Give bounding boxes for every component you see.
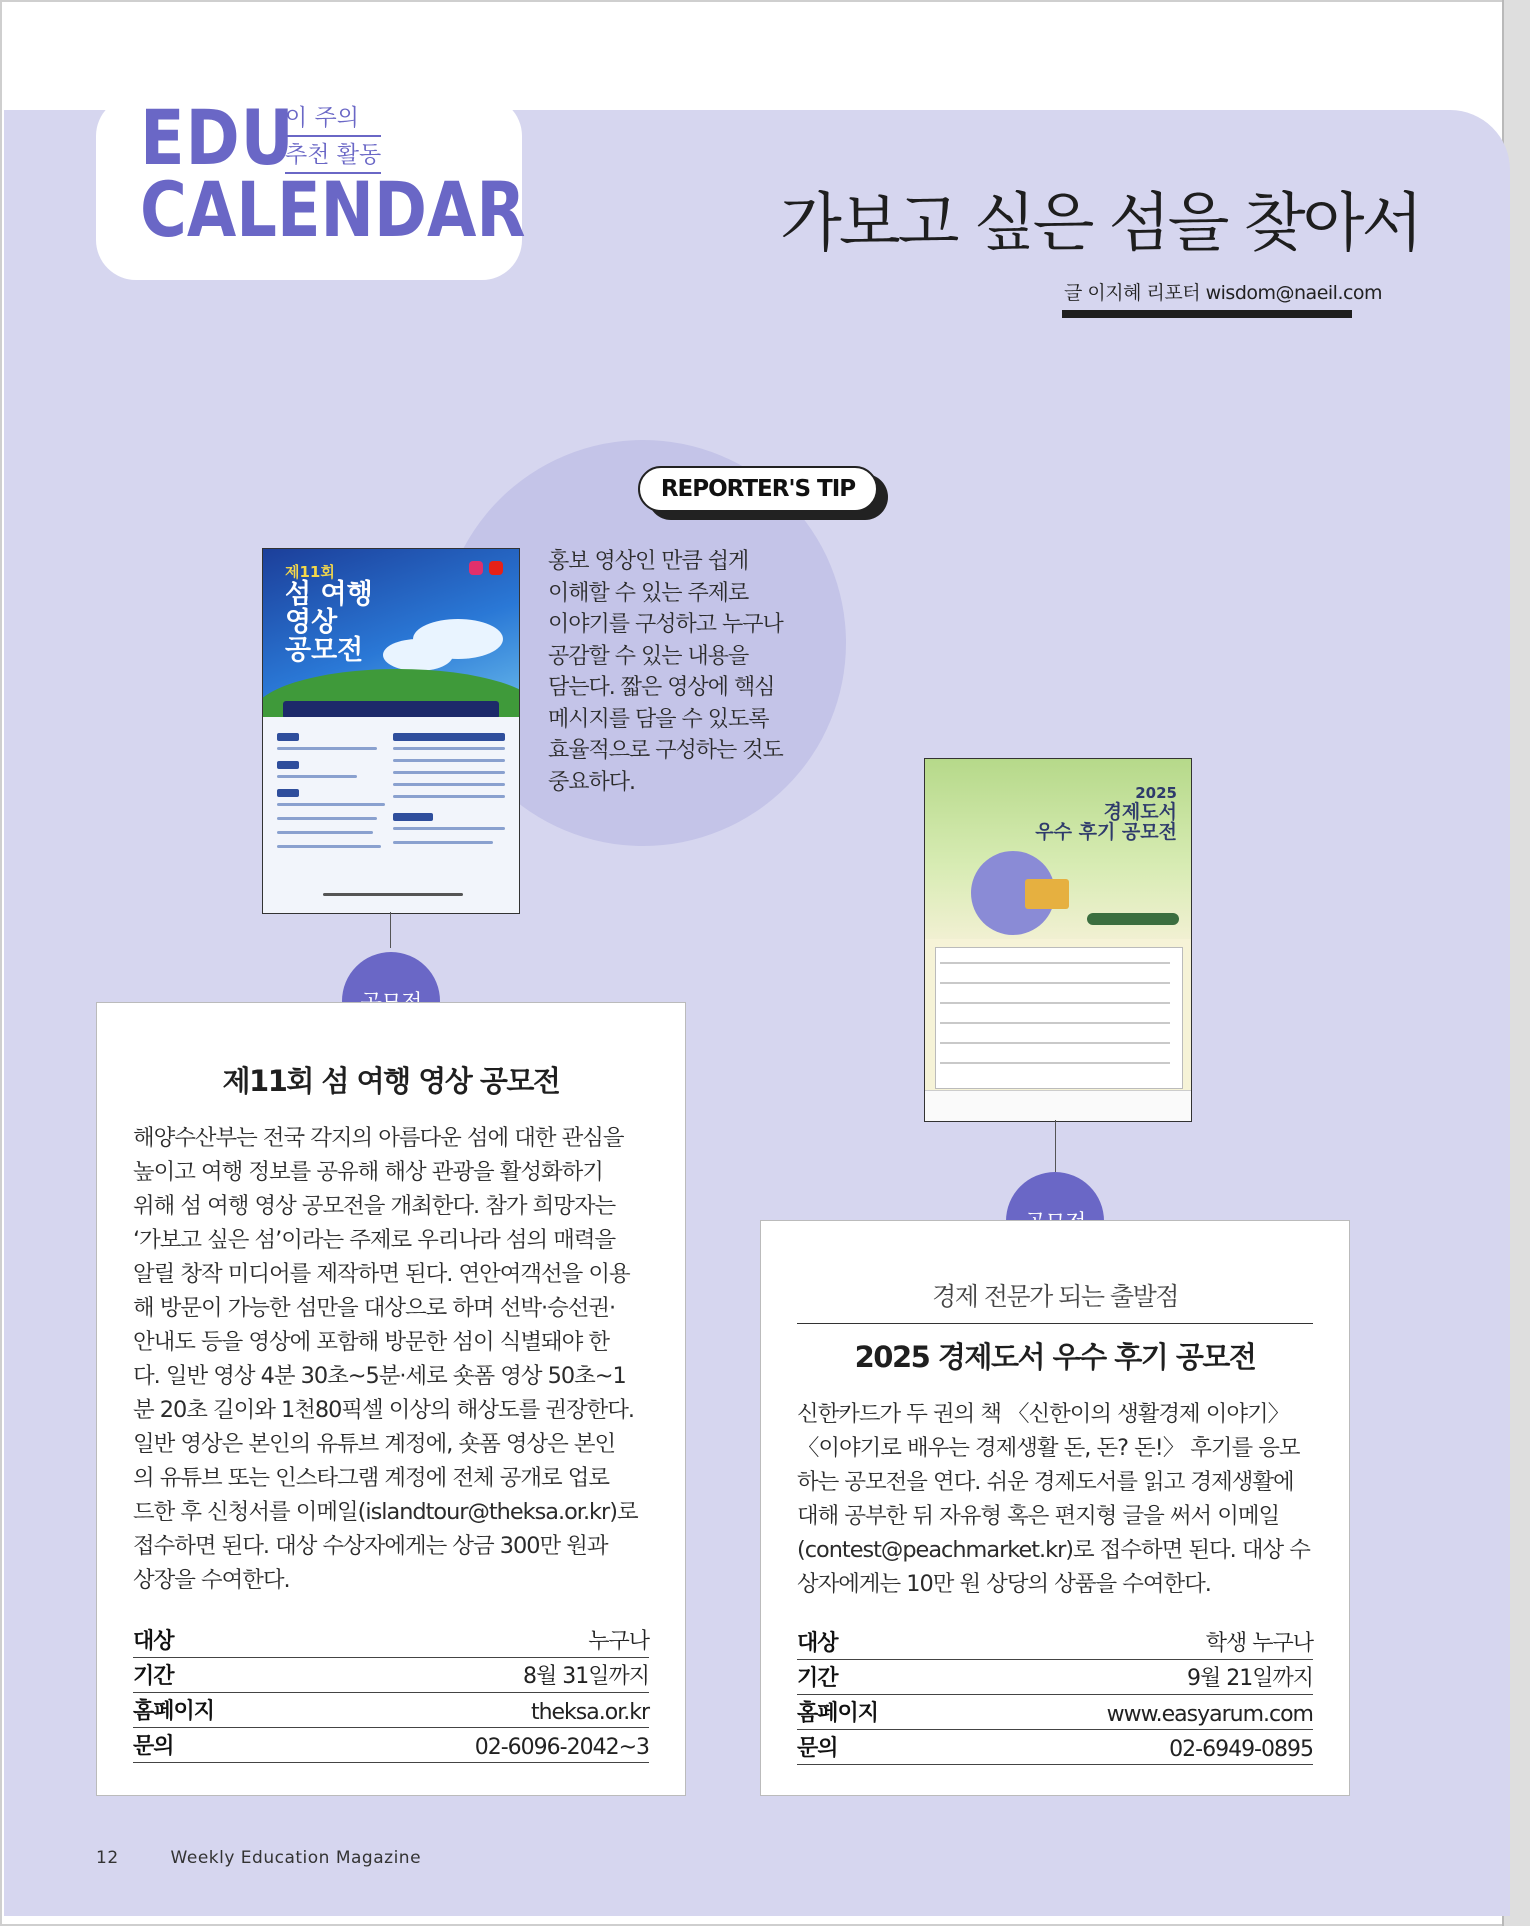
info-table (133, 1623, 649, 1763)
logo-sub-line2: 추천 활동 (285, 139, 381, 174)
info-row-target (133, 1623, 649, 1658)
poster1-detail-line (277, 775, 357, 778)
poster-economic-book-contest (924, 758, 1192, 1122)
magazine-name: Weekly Education Magazine (170, 1848, 422, 1868)
info-row-contact (133, 1728, 649, 1763)
poster2-table-line (940, 982, 1170, 984)
info-key: 대상 (133, 1629, 174, 1654)
instagram-icon (469, 561, 483, 575)
body-line: 일반 영상은 본인의 유튜브 계정에, 숏폼 영상은 본인 (133, 1431, 616, 1457)
poster1-detail-header (277, 761, 299, 769)
card-subtitle: 경제 전문가 되는 출발점 (932, 1282, 1178, 1311)
poster2-table-line (940, 1062, 1170, 1064)
info-value: 학생 누구나 (1205, 1631, 1313, 1656)
poster1-detail-line (277, 747, 377, 750)
poster1-title-line: 제11회 (285, 563, 335, 581)
logo-edu: EDU (140, 93, 295, 182)
body-line: 안내도 등을 영상에 포함해 방문한 섬이 식별돼야 한 (133, 1329, 610, 1355)
poster1-detail-header (277, 789, 299, 797)
info-value: theksa.or.kr (530, 1700, 649, 1725)
card-body (133, 1121, 649, 1597)
logo-sub-line1: 이 주의 (285, 102, 381, 137)
tip-line: 효율적으로 구성하는 것도 (548, 738, 783, 763)
poster1-table-header (393, 733, 505, 741)
body-line: 상자에게는 10만 원 상당의 상품을 수여한다. (797, 1571, 1211, 1597)
body-line: 신한카드가 두 권의 책 〈신한이의 생활경제 이야기〉 (797, 1401, 1290, 1427)
info-value: 02-6096-2042~3 (474, 1735, 649, 1760)
body-line: 〈이야기로 배우는 경제생활 돈, 돈? 돈!〉 후기를 응모 (797, 1435, 1300, 1461)
info-key: 홈페이지 (797, 1701, 879, 1726)
info-row-homepage (797, 1695, 1313, 1730)
connector-line (390, 912, 391, 948)
info-value: 02-6949-0895 (1169, 1737, 1313, 1762)
body-line: 하는 공모전을 연다. 쉬운 경제도서를 읽고 경제생활에 (797, 1469, 1294, 1495)
info-key: 기간 (797, 1666, 838, 1691)
info-key: 기간 (133, 1664, 174, 1689)
body-line: ‘가보고 싶은 섬’이라는 주제로 우리나라 섬의 매력을 (133, 1227, 616, 1253)
card-body (797, 1397, 1313, 1601)
body-line: 의 유튜브 또는 인스타그램 계정에 전체 공개로 업로 (133, 1465, 610, 1491)
info-value: 누구나 (588, 1629, 649, 1654)
info-table (797, 1625, 1313, 1765)
poster1-footer-line (323, 893, 463, 896)
poster2-title-line: 경제도서 (1103, 800, 1177, 823)
poster1-table-line (393, 759, 505, 762)
poster2-sponsors (925, 1090, 1191, 1121)
info-value: www.easyarum.com (1106, 1702, 1313, 1727)
poster1-table-line (393, 783, 505, 786)
youtube-icon (489, 561, 503, 575)
poster1-title-line: 섬 여행 (285, 578, 373, 610)
poster1-table-line (393, 771, 505, 774)
poster1-table-line (393, 795, 505, 798)
page-number: 12 (96, 1848, 119, 1868)
contest-card-left (96, 1002, 686, 1796)
body-line: 드한 후 신청서를 이메일(islandtour@theksa.or.kr)로 (133, 1499, 638, 1525)
poster1-detail-line (277, 831, 373, 834)
body-line: 위해 섬 여행 영상 공모전을 개최한다. 참가 희망자는 (133, 1193, 616, 1219)
info-row-homepage (133, 1693, 649, 1728)
page-footer (96, 1848, 421, 1868)
poster1-detail-header (277, 733, 299, 741)
tip-line: 홍보 영상인 만큼 쉽게 (548, 549, 749, 574)
tip-line: 이해할 수 있는 주제로 (548, 580, 749, 606)
poster1-detail-line (277, 817, 377, 820)
contest-card-right (760, 1220, 1350, 1796)
tip-line: 메시지를 담을 수 있도록 (548, 706, 769, 732)
byline: 글 이지혜 리포터 wisdom@naeil.com (1064, 282, 1383, 304)
poster1-cloud (383, 639, 453, 671)
body-line: 해양수산부는 전국 각지의 아름다운 섬에 대한 관심을 (133, 1125, 624, 1151)
poster2-info-table (935, 947, 1183, 1089)
body-line: 해 방문이 가능한 섬만을 대상으로 하며 선박·승선권· (133, 1295, 616, 1321)
logo-subtitle (285, 102, 381, 176)
poster2-date-pill (1087, 913, 1179, 925)
poster1-table-line (393, 747, 505, 750)
poster1-table-line (393, 827, 505, 830)
poster1-details (263, 717, 519, 913)
body-line: 다. 일반 영상 4분 30초~5분·세로 숏폼 영상 50초~1 (133, 1363, 626, 1389)
info-value: 9월 21일까지 (1187, 1666, 1313, 1691)
reporters-tip-label: REPORTER'S TIP (638, 466, 878, 512)
poster2-table-line (940, 1022, 1170, 1024)
poster2-title (1035, 773, 1177, 843)
page-title: 가보고 싶은 섬을 찾아서 (780, 187, 1421, 261)
tip-text (548, 546, 818, 798)
info-row-period (797, 1660, 1313, 1695)
info-row-period (133, 1658, 649, 1693)
body-line: 높이고 여행 정보를 공유해 해상 관광을 활성화하기 (133, 1159, 603, 1185)
info-key: 문의 (797, 1736, 838, 1761)
body-line: 접수하면 된다. 대상 수상자에게는 상금 300만 원과 (133, 1533, 608, 1559)
body-line: (contest@peachmarket.kr)로 접수하면 된다. 대상 수 (797, 1537, 1310, 1563)
info-row-target (797, 1625, 1313, 1660)
tip-line: 공감할 수 있는 내용을 (548, 643, 749, 669)
poster2-year: 2025 (1135, 784, 1177, 802)
poster1-title-line: 영상 (285, 607, 338, 639)
info-value: 8월 31일까지 (523, 1664, 649, 1689)
body-line: 알릴 창작 미디어를 제작하면 된다. 연안여객선을 이용 (133, 1261, 630, 1287)
byline-underline (1062, 310, 1352, 318)
tip-line: 이야기를 구성하고 누구나 (548, 612, 783, 637)
poster2-table-line (940, 1042, 1170, 1044)
logo-calendar: CALENDAR (140, 165, 526, 254)
poster2-title-line: 우수 후기 공모전 (1035, 821, 1177, 844)
poster1-title-line: 공모전 (285, 635, 364, 667)
poster1-table-line (393, 841, 493, 844)
info-key: 대상 (797, 1631, 838, 1656)
connector-line (1055, 1120, 1056, 1172)
body-line: 상장을 수여한다. (133, 1567, 290, 1593)
card-divider (797, 1323, 1313, 1324)
poster1-title (285, 565, 373, 666)
tip-line: 담는다. 짧은 영상에 핵심 (548, 675, 775, 700)
poster2-table-line (940, 1002, 1170, 1004)
poster1-detail-line (277, 803, 385, 806)
info-key: 문의 (133, 1734, 174, 1759)
poster2-table-line (940, 962, 1170, 964)
card-title: 제11회 섬 여행 영상 공모전 (222, 1064, 560, 1098)
poster1-table-header (393, 813, 433, 821)
poster-island-video-contest (262, 548, 520, 914)
info-row-contact (797, 1730, 1313, 1765)
body-line: 대해 공부한 뒤 자유형 혹은 편지형 글을 써서 이메일 (797, 1503, 1280, 1529)
info-key: 홈페이지 (133, 1699, 215, 1724)
poster1-detail-line (277, 845, 381, 848)
tip-line: 중요하다. (548, 769, 636, 795)
card-title: 2025 경제도서 우수 후기 공모전 (854, 1340, 1256, 1374)
body-line: 분 20초 길이와 1천80픽셀 이상의 해상도를 권장한다. (133, 1397, 635, 1423)
poster2-book (1025, 879, 1069, 909)
